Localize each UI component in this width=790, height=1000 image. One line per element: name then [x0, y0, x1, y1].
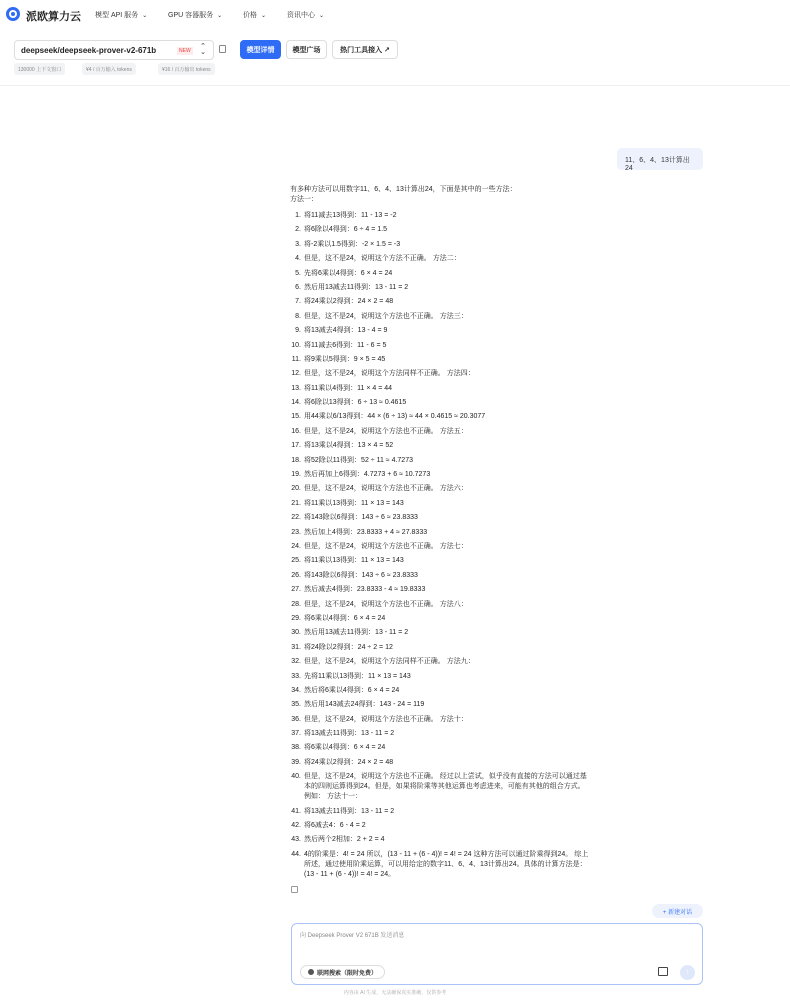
- upload-folder-icon[interactable]: [658, 967, 668, 976]
- list-item: [290, 600, 590, 610]
- list-item: [290, 850, 590, 880]
- list-item: [290, 729, 590, 739]
- list-item: [290, 807, 590, 817]
- item-text: 然后加上4得到：23.8333 + 4 ≈ 27.8333: [304, 528, 428, 536]
- item-text: 但是，这不是24，说明这个方法也不正确。 经过以上尝试，似乎没有直接的方法可以通过基本的四则运算得到24。但是，如果将阶乘等其他运算也考虑进来，可能有其他的组合方式。例如： 方法十一：: [304, 773, 587, 801]
- chevron-down-icon: ⌄: [217, 13, 223, 19]
- web-search-label: 联网搜索（限时免费）: [317, 970, 378, 977]
- item-number: 22.: [291, 514, 301, 522]
- list-item: [290, 326, 590, 336]
- item-text: 但是，这不是24，说明这个方法也不正确。 方法五：: [304, 427, 468, 435]
- item-number: 33.: [291, 672, 301, 680]
- model-name: deepseek/deepseek-prover-v2-671b: [21, 46, 157, 55]
- list-item: [290, 585, 590, 595]
- item-number: 2.: [295, 226, 301, 234]
- top-nav: [0, 0, 790, 30]
- list-item: [290, 528, 590, 538]
- new-chat-button[interactable]: + 新建对话: [652, 904, 703, 918]
- brand-name[interactable]: 派欧算力云: [26, 11, 81, 23]
- item-text: 先将6乘以4得到：6 × 4 = 24: [304, 269, 393, 277]
- item-number: 5.: [295, 269, 301, 277]
- item-text: 将11减去6得到：11 - 6 = 5: [304, 341, 387, 349]
- item-text: 但是，这不是24，说明这个方法也不正确。 方法七：: [304, 542, 468, 550]
- item-text: 将24除以2得到：24 ÷ 2 = 12: [304, 643, 393, 651]
- item-text: 但是，这不是24，说明这个方法同样不正确。 方法九：: [304, 658, 475, 666]
- item-text: 将24乘以2得到：24 × 2 = 48: [304, 298, 394, 306]
- list-item: [290, 657, 590, 667]
- item-number: 13.: [291, 384, 301, 392]
- list-item: [290, 743, 590, 753]
- item-text: 将143除以6得到：143 ÷ 6 ≈ 23.8333: [304, 571, 418, 579]
- item-number: 11.: [291, 355, 301, 363]
- intro-line: 方法一：: [290, 196, 318, 203]
- list-item: [290, 686, 590, 696]
- model-select[interactable]: [14, 40, 214, 60]
- list-item: [290, 715, 590, 725]
- divider: [0, 85, 790, 86]
- item-text: 然后用13减去11得到：13 - 11 = 2: [304, 283, 409, 291]
- item-text: 但是，这不是24，说明这个方法也不正确。 方法八：: [304, 600, 468, 608]
- copy-icon[interactable]: [291, 886, 298, 893]
- list-item: [290, 283, 590, 293]
- nav-label: 资讯中心: [287, 12, 315, 19]
- item-number: 7.: [295, 298, 301, 306]
- item-number: 39.: [291, 758, 301, 766]
- list-item: [290, 297, 590, 307]
- list-item: [290, 700, 590, 710]
- input-price-tag: ¥4 / 百万输入 tokens: [82, 63, 136, 75]
- item-number: 29.: [291, 614, 301, 622]
- item-text: 然后用13减去11得到：13 - 11 = 2: [304, 629, 409, 637]
- context-tag: 130000 上下文窗口: [14, 63, 65, 75]
- item-number: 44.: [291, 850, 301, 858]
- item-number: 15.: [291, 413, 301, 421]
- item-text: 将6乘以4得到：6 × 4 = 24: [304, 614, 386, 622]
- item-number: 34.: [291, 686, 301, 694]
- list-item: [290, 254, 590, 264]
- item-number: 3.: [295, 240, 301, 248]
- item-number: 41.: [291, 807, 301, 815]
- item-text: 然后两个2相加：2 + 2 = 4: [304, 836, 385, 844]
- model-details-button[interactable]: 模型详情: [240, 40, 281, 59]
- item-number: 1.: [295, 212, 301, 219]
- item-text: 但是，这不是24，说明这个方法不正确。 方法二：: [304, 255, 461, 263]
- item-number: 19.: [291, 471, 301, 479]
- chevron-down-icon: ⌄: [142, 13, 148, 19]
- item-text: 但是，这不是24，说明这个方法也不正确。 方法十：: [304, 715, 468, 723]
- nav-model-api[interactable]: [95, 10, 147, 20]
- nav-label: 模型 API 服务: [95, 12, 139, 19]
- list-item: [290, 614, 590, 624]
- list-item: [290, 341, 590, 351]
- item-text: 然后用143减去24得到：143 - 24 = 119: [304, 701, 425, 709]
- new-badge: NEW: [179, 48, 191, 54]
- item-number: 9.: [295, 327, 301, 335]
- disclaimer: 内容由 AI 生成，无法确保真实准确，仅供参考: [343, 990, 447, 996]
- user-message: 11、6、4、13计算出24: [617, 148, 703, 170]
- item-number: 21.: [291, 499, 301, 507]
- item-text: 先将11乘以13得到：11 × 13 = 143: [304, 672, 411, 680]
- item-number: 28.: [291, 600, 301, 608]
- list-item: [290, 628, 590, 638]
- item-number: 31.: [291, 643, 301, 651]
- item-text: 将13乘以4得到：13 × 4 = 52: [304, 442, 394, 450]
- list-item: [290, 312, 590, 322]
- item-text: 然后将6乘以4得到：6 × 4 = 24: [304, 686, 400, 694]
- item-number: 10.: [291, 341, 301, 349]
- item-number: 43.: [291, 836, 301, 844]
- list-item: [290, 772, 590, 802]
- model-plaza-button[interactable]: 模型广场: [286, 40, 327, 59]
- item-number: 14.: [291, 399, 301, 407]
- item-number: 26.: [291, 571, 301, 579]
- item-text: 将13减去11得到：13 - 11 = 2: [304, 807, 395, 815]
- copy-icon[interactable]: [219, 45, 226, 53]
- item-text: 将13减去11得到：13 - 11 = 2: [304, 730, 395, 738]
- item-text: 用44乘以6/13得到：44 × (6 ÷ 13) ≈ 44 × 0.4615 ≈ 20.3077: [304, 413, 486, 421]
- list-item: [290, 835, 590, 845]
- nav-gpu[interactable]: [168, 10, 222, 20]
- item-number: 32.: [291, 658, 301, 666]
- item-number: 16.: [291, 427, 301, 435]
- list-item: [290, 412, 590, 422]
- item-text: 但是，这不是24，说明这个方法同样不正确。 方法四：: [304, 370, 475, 378]
- item-number: 38.: [291, 744, 301, 752]
- list-item: [290, 513, 590, 523]
- item-number: 8.: [295, 312, 301, 320]
- item-text: 将6除以13得到：6 ÷ 13 ≈ 0.4615: [304, 399, 407, 407]
- list-item: [290, 398, 590, 408]
- assistant-intro: [290, 185, 517, 205]
- tool-integration-button[interactable]: 热门工具接入 ↗: [332, 40, 398, 59]
- item-number: 24.: [291, 542, 301, 550]
- item-text: 将11乘以4得到：11 × 4 = 44: [304, 384, 393, 392]
- list-item: [290, 269, 590, 279]
- item-number: 23.: [291, 528, 301, 536]
- item-text: 将143除以6得到：143 ÷ 6 ≈ 23.8333: [304, 514, 418, 522]
- list-item: [290, 369, 590, 379]
- nav-label: GPU 容器服务: [168, 12, 214, 19]
- chevron-down-icon: ⌄: [261, 13, 267, 19]
- logo-icon: [6, 7, 20, 21]
- item-number: 20.: [291, 485, 301, 493]
- item-text: 但是，这不是24，说明这个方法也不正确。 方法六：: [304, 485, 468, 493]
- list-item: [290, 542, 590, 552]
- item-text: 将13减去4得到：13 - 4 = 9: [304, 327, 388, 335]
- list-item: [290, 643, 590, 653]
- globe-icon: [308, 969, 314, 975]
- list-item: [290, 470, 590, 480]
- nav-pricing[interactable]: [243, 10, 266, 20]
- list-item: [290, 758, 590, 768]
- list-item: [290, 672, 590, 682]
- list-item: [290, 441, 590, 451]
- item-text: 将11乘以13得到：11 × 13 = 143: [304, 499, 404, 507]
- list-item: [290, 456, 590, 466]
- list-item: [290, 499, 590, 509]
- send-button[interactable]: ↑: [680, 965, 695, 980]
- item-number: 18.: [291, 456, 301, 464]
- item-number: 30.: [291, 629, 301, 637]
- item-number: 37.: [291, 730, 301, 738]
- item-number: 36.: [291, 715, 301, 723]
- item-number: 6.: [295, 283, 301, 291]
- list-item: [290, 240, 590, 250]
- list-item: [290, 211, 590, 221]
- item-number: 35.: [291, 701, 301, 709]
- item-text: 然后再加上6得到：4.7273 + 6 ≈ 10.7273: [304, 471, 431, 479]
- list-item: [290, 225, 590, 235]
- list-item: [290, 821, 590, 831]
- chevron-down-icon: ⌄: [319, 13, 325, 19]
- nav-label: 价格: [243, 12, 257, 19]
- updown-chevron-icon: ⌃ ⌄: [200, 43, 206, 56]
- item-number: 40.: [291, 773, 301, 781]
- nav-news[interactable]: [287, 10, 324, 20]
- item-text: 将9乘以5得到：9 × 5 = 45: [304, 355, 386, 363]
- output-price-tag: ¥16 / 百万输出 tokens: [158, 63, 215, 75]
- message-input[interactable]: [291, 923, 703, 985]
- item-number: 12.: [291, 370, 301, 378]
- list-item: [290, 484, 590, 494]
- list-item: [290, 355, 590, 365]
- assistant-answer-list: [290, 211, 590, 884]
- item-text: 将11减去13得到：11 - 13 = -2: [304, 212, 397, 219]
- item-text: 4的阶乘是：4! = 24 所以，(13 - 11 + (6 - 4))! = 4! = 24 这种方法可以通过阶乘得到24。 综上所述，通过使用阶乘运算，可以用给定的数字11、6、4、13计算出24。具体的计算方法是：(13 - 11 + (6 - 4))! = 4! = 24。: [304, 850, 589, 878]
- item-text: 然后减去4得到：23.8333 - 4 ≈ 19.8333: [304, 586, 426, 594]
- intro-line: 有多种方法可以用数字11、6、4、13计算出24，下面是其中的一些方法：: [290, 186, 517, 193]
- list-item: [290, 427, 590, 437]
- item-text: 将11乘以13得到：11 × 13 = 143: [304, 557, 404, 565]
- item-text: 将24乘以2得到：24 × 2 = 48: [304, 758, 394, 766]
- item-number: 42.: [291, 822, 301, 830]
- item-text: 但是，这不是24，说明这个方法也不正确。 方法三：: [304, 312, 468, 320]
- item-text: 将52除以11得到：52 ÷ 11 ≈ 4.7273: [304, 456, 413, 464]
- item-number: 4.: [295, 255, 301, 263]
- item-text: 将6减去4：6 - 4 = 2: [304, 822, 366, 830]
- item-text: 将6乘以4得到：6 × 4 = 24: [304, 744, 386, 752]
- input-placeholder: 向 Deepseek Prover V2 671B 发送消息: [300, 933, 405, 939]
- item-number: 25.: [291, 557, 301, 565]
- item-number: 17.: [291, 442, 301, 450]
- list-item: [290, 571, 590, 581]
- list-item: [290, 384, 590, 394]
- item-text: 将-2乘以1.5得到：-2 × 1.5 = -3: [304, 240, 401, 248]
- web-search-toggle[interactable]: [300, 965, 385, 979]
- list-item: [290, 556, 590, 566]
- item-text: 将6除以4得到：6 ÷ 4 = 1.5: [304, 226, 388, 234]
- item-number: 27.: [291, 586, 301, 594]
